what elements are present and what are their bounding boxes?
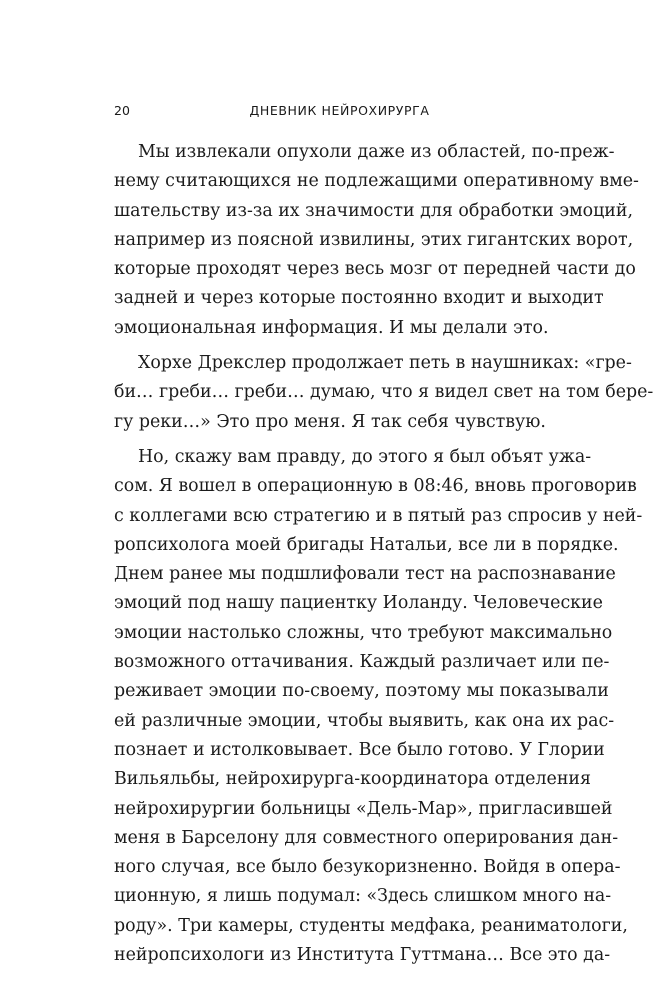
text-line: например из поясной извилины, этих гигантских ворот, <box>114 229 634 250</box>
text-line: возможного оттачивания. Каждый различает или пе- <box>114 652 610 673</box>
text-line: эмоции настолько сложны, что требуют максимально <box>114 622 613 643</box>
text-line: нейропсихологи из Института Гуттмана… Все это да- <box>114 945 611 966</box>
text-line: меня в Барселону для совместного оперирования дан- <box>114 827 619 848</box>
text-line: ропсихолога моей бригады Натальи, все ли в порядке. <box>114 534 619 555</box>
text-line: Но, скажу вам правду, до этого я был объят ужа- <box>138 446 592 467</box>
text-line: задней и через которые постоянно входит и выходит <box>114 288 604 309</box>
text-line: гу реки…» Это про меня. Я так себя чувствую. <box>114 411 546 432</box>
text-line: ного случая, все было безукоризненно. Войдя в опера- <box>114 857 621 878</box>
text-line: роду». Три камеры, студенты медфака, реаниматологи, <box>114 915 628 936</box>
text-line: Хорхе Дрекслер продолжает петь в наушниках: «гре- <box>138 353 632 374</box>
text-line: ционную, я лишь подумал: «Здесь слишком много на- <box>114 886 612 907</box>
text-line: ей различные эмоции, чтобы выявить, как она их рас- <box>114 710 615 731</box>
text-line: шательству из-за их значимости для обработки эмоций, <box>114 200 634 221</box>
text-line: Мы извлекали опухоли даже из областей, по-преж- <box>138 142 615 162</box>
body-text <box>114 138 653 970</box>
text-line: нему считающихся не подлежащими оперативному вме- <box>114 171 639 192</box>
paragraph-3 <box>114 443 643 970</box>
text-line: Днем ранее мы подшлифовали тест на распознавание <box>114 564 616 585</box>
text-line: которые проходят через весь мозг от передней части до <box>114 259 636 280</box>
text-line: эмоциональная информация. И мы делали это. <box>114 317 549 338</box>
text-line: би… греби… греби… думаю, что я видел свет на том бере- <box>114 382 653 403</box>
paragraph-1 <box>114 138 639 343</box>
text-line: реживает эмоции по-своему, поэтому мы показывали <box>114 681 609 702</box>
page-header <box>114 103 565 123</box>
text-line: с коллегами всю стратегию и в пятый раз спросив у ней- <box>114 505 643 526</box>
paragraph-2 <box>114 349 653 437</box>
text-line: познает и истолковывает. Все было готово. У Глории <box>114 739 605 760</box>
text-line: Вильяльбы, нейрохирурга-координатора отделения <box>114 769 591 790</box>
page-number: 20 <box>114 103 130 118</box>
text-line: эмоций под нашу пациентку Иоланду. Человеческие <box>114 593 603 614</box>
text-line: нейрохирургии больницы «Дель-Мар», пригласившей <box>114 798 613 819</box>
running-title: ДНЕВНИК НЕЙРОХИРУРГА <box>249 103 430 118</box>
text-line: сом. Я вошел в операционную в 08:46, вновь проговорив <box>114 476 637 497</box>
